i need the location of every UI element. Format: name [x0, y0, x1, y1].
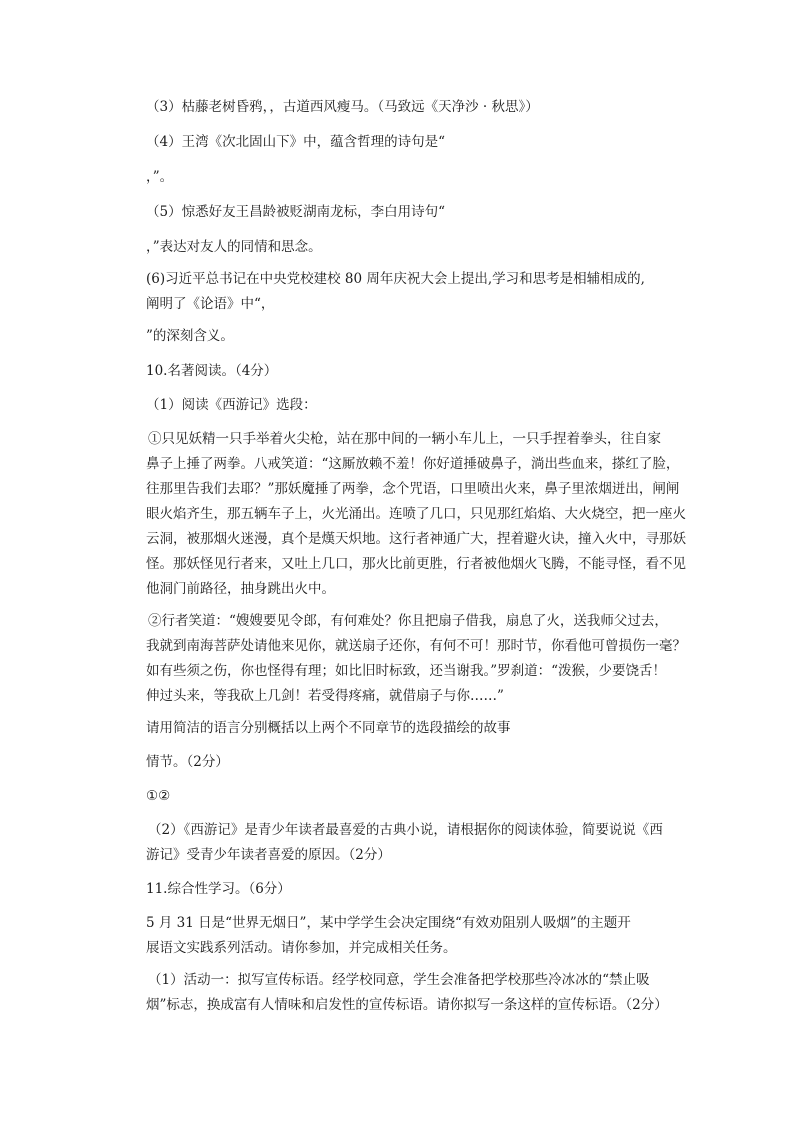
excerpt-1-line-6: 怪。那妖怪见行者来，又吐上几口，那火比前更胜，行者被他烟火飞腾，不能寻怪，看不见 — [146, 556, 686, 572]
excerpt-1-line-3: 往那里告我们去耶？”那妖魔捶了两拳，念个咒语，口里喷出火来，鼻子里浓烟迸出，闸闸 — [146, 481, 680, 497]
excerpt-2-line-1: ②行者笑道：“嫂嫂要见令郎，有何难处？你且把扇子借我，扇息了火，送我师父过去， — [148, 613, 668, 629]
question-9-5-line-1: （5）惊悉好友王昌龄被贬湖南龙标，李白用诗句“ — [146, 204, 445, 220]
section-10-part-1: （1）阅读《西游记》选段： — [146, 397, 317, 413]
excerpt-2-line-3: 如有些须之伤，你也怪得有理；如比旧时标致，还当谢我。”罗刹道：“泼猴，少要饶舌！ — [146, 663, 667, 679]
section-11-intro-line-2: 展语文实践系列活动。请你参加，并完成相关任务。 — [146, 940, 457, 956]
summary-prompt-line-1: 请用简洁的语言分别概括以上两个不同章节的选段描绘的故事 — [146, 720, 511, 736]
excerpt-2-line-4: 伸过头来，等我砍上几剑！若受得疼痛，就借扇子与你……” — [146, 688, 504, 704]
excerpt-1-line-7: 他洞门前路径，抽身跳出火中。 — [146, 581, 335, 597]
section-11-heading: 11.综合性学习。（6分） — [146, 881, 291, 897]
answer-markers: ①② — [146, 788, 171, 804]
excerpt-1-line-5: 云洞，被那烟火迷漫，真个是熯天炽地。这行者神通广大，捏着避火诀，撞入火中，寻那妖 — [146, 531, 686, 547]
section-11-intro-line-1: 5 月 31 日是“世界无烟日”，某中学学生会决定围绕“有效劝阻别人吸烟”的主题开 — [146, 915, 631, 931]
section-10-part-2-line-2: 游记》受青少年读者喜爱的原因。（2分） — [146, 847, 391, 863]
section-10-heading: 10.名著阅读。（4分） — [146, 363, 278, 379]
section-11-activity-1-line-1: （1）活动一：拟写宣传标语。经学校同意，学生会准备把学校那些冷冰冰的“禁止吸 — [148, 972, 650, 988]
excerpt-1-line-1: ①只见妖精一只手举着火尖枪，站在那中间的一辆小车儿上，一只手捏着拳头，往自家 — [148, 431, 661, 447]
excerpt-1-line-4: 眼火焰齐生，那五辆车子上，火光涌出。连喷了几口，只见那红焰焰、大火烧空，把一座火 — [146, 506, 686, 522]
question-9-5-line-2: ，”表达对友人的同情和思念。 — [146, 239, 322, 255]
question-9-3: （3）枯藤老树昏鸦，，古道西风瘦马。（马致远《天净沙 · 秋思》） — [146, 99, 539, 115]
section-10-part-2-line-1: （2）《西游记》是青少年读者最喜爱的古典小说，请根据你的阅读体验，简要说说《西 — [148, 822, 663, 838]
question-9-4-line-2: ，”。 — [146, 169, 174, 185]
question-9-6-line-1: (6)习近平总书记在中央党校建校 80 周年庆祝大会上提出,学习和思考是相辅相成的, — [146, 271, 645, 287]
question-9-6-line-3: ”的深刻含义。 — [146, 328, 234, 344]
question-9-4-line-1: （4）王湾《次北固山下》中，蕴含哲理的诗句是“ — [146, 134, 445, 150]
question-9-6-line-2: 阐明了《论语》中“， — [146, 296, 275, 312]
excerpt-2-line-2: 我就到南海菩萨处请他来见你，就送扇子还你，有何不可！那时节，你看他可曾损伤一毫？ — [146, 638, 686, 654]
summary-prompt-line-2: 情节。（2分） — [146, 754, 229, 770]
section-11-activity-1-line-2: 烟”标志，换成富有人情味和启发性的宣传标语。请你拟写一条这样的宣传标语。（2分） — [146, 997, 668, 1013]
excerpt-1-line-2: 鼻子上捶了两拳。八戒笑道：“这厮放赖不羞！你好道捶破鼻子，淌出些血来，搽红了脸， — [146, 456, 680, 472]
